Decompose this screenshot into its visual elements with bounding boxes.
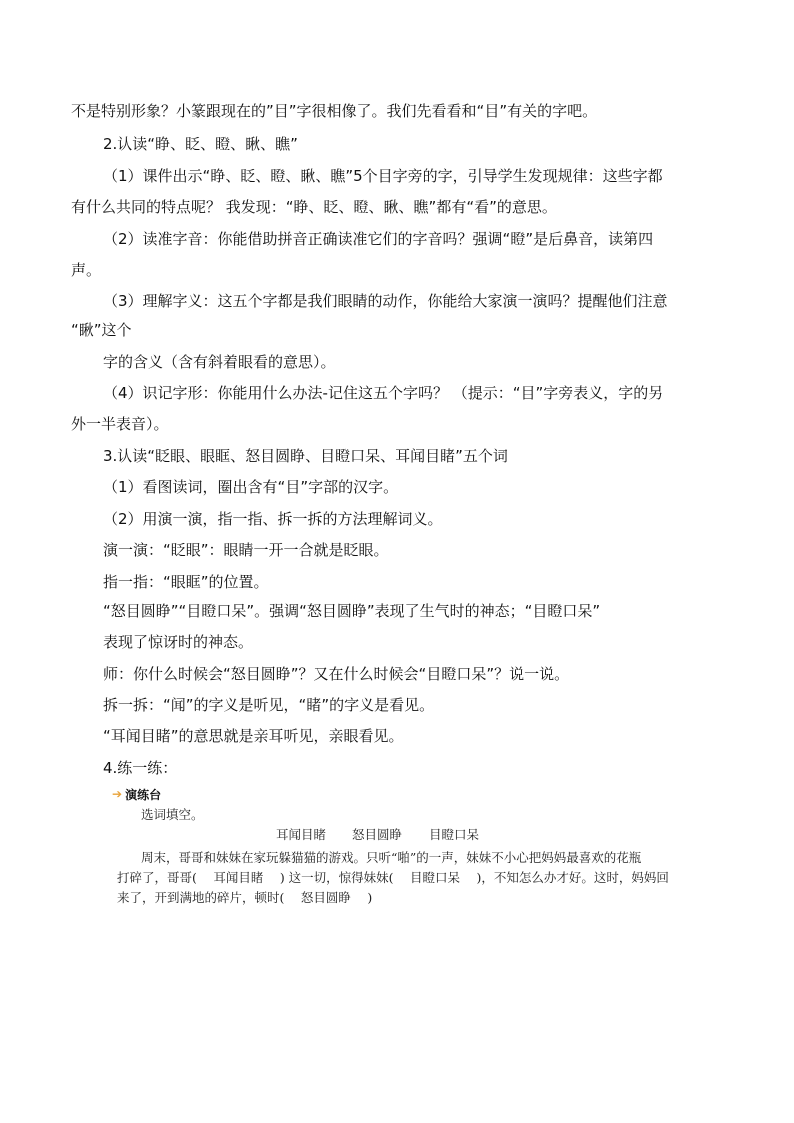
paragraph-line: （2）用演一演，指一指、拆一拆的方法理解词义。	[103, 510, 443, 528]
exercise-instruction: 选词填空。	[141, 807, 204, 822]
paragraph-line: （1）课件出示“睁、眨、瞪、瞅、瞧”5个目字旁的字，引导学生发现规律：这些字都	[103, 167, 663, 185]
paragraph-line: 有什么共同的特点呢？ 我发现：“睁、眨、瞪、瞅、瞧”都有“看”的意思。	[71, 198, 557, 216]
passage-line: 周末，哥哥和妹妹在家玩躲猫猫的游戏。只听“啪”的一声，妹妹不小心把妈妈最喜欢的花瓶	[141, 850, 642, 865]
arrow-icon: ➔	[112, 787, 123, 801]
paragraph-line: （2）读准字音：你能借助拼音正确读准它们的字音吗？强调“瞪”是后鼻音，读第四	[103, 230, 654, 248]
paragraph-line: 指一指：“眼眶”的位置。	[103, 573, 269, 591]
badge-label: 演练台	[125, 787, 162, 802]
section-heading: 4.练一练：	[103, 759, 178, 777]
paragraph-line: 不是特别形象？小篆跟现在的”目”字很相像了。我们先看看和“目”有关的字吧。	[71, 102, 598, 120]
paragraph-line: （3）理解字义：这五个字都是我们眼睛的动作，你能给大家演一演吗？提醒他们注意	[103, 292, 668, 310]
paragraph-line: （1）看图读词，圈出含有“目”字部的汉字。	[103, 478, 399, 496]
paragraph-line: 外一半表音）。	[71, 415, 169, 433]
paragraph-line: 表现了惊讶时的神态。	[103, 633, 254, 651]
paragraph-line: “怒目圆睁”“目瞪口呆”。强调“怒目圆睁”表现了生气时的神态；“目瞪口呆”	[103, 602, 601, 620]
paragraph-line: 演一演：“眨眼”：眼睛一开一合就是眨眼。	[103, 541, 389, 559]
section-heading: 3.认读“眨眼、眼眶、怒目圆睁、目瞪口呆、耳闻目睹”五个词	[103, 447, 508, 465]
paragraph-line: 师：你什么时候会“怒目圆睁”？又在什么时候会“目瞪口呆”？说一说。	[103, 665, 570, 683]
word-option: 怒目圆睁	[352, 827, 403, 842]
section-heading: 2.认读“睁、眨、瞪、瞅、瞧”	[103, 135, 298, 153]
paragraph-line: （4）识记字形：你能用什么办法-记住这五个字吗？ （提示：“目”字旁表义，字的另	[103, 384, 664, 402]
passage-line: 打碎了，哥哥( 耳闻目睹 ) 这一切，惊得妹妹( 目瞪口呆 )，不知怎么办才好。这时，妈妈回	[117, 870, 669, 885]
paragraph-line: 声。	[71, 261, 102, 279]
word-option: 耳闻目睹	[276, 827, 327, 842]
paragraph-line: 拆一拆：“闻”的字义是听见，“睹”的字义是看见。	[103, 696, 435, 714]
paragraph-line: “耳闻目睹”的意思就是亲耳听见，亲眼看见。	[103, 727, 404, 745]
word-option: 目瞪口呆	[429, 827, 480, 842]
passage-line: 来了，开到满地的碎片，顿时( 怒目圆睁 )	[117, 890, 373, 905]
paragraph-line: 字的含义（含有斜着眼看的意思）。	[103, 353, 336, 371]
paragraph-line: “瞅”这个	[71, 321, 132, 339]
exercise-badge	[112, 786, 161, 802]
